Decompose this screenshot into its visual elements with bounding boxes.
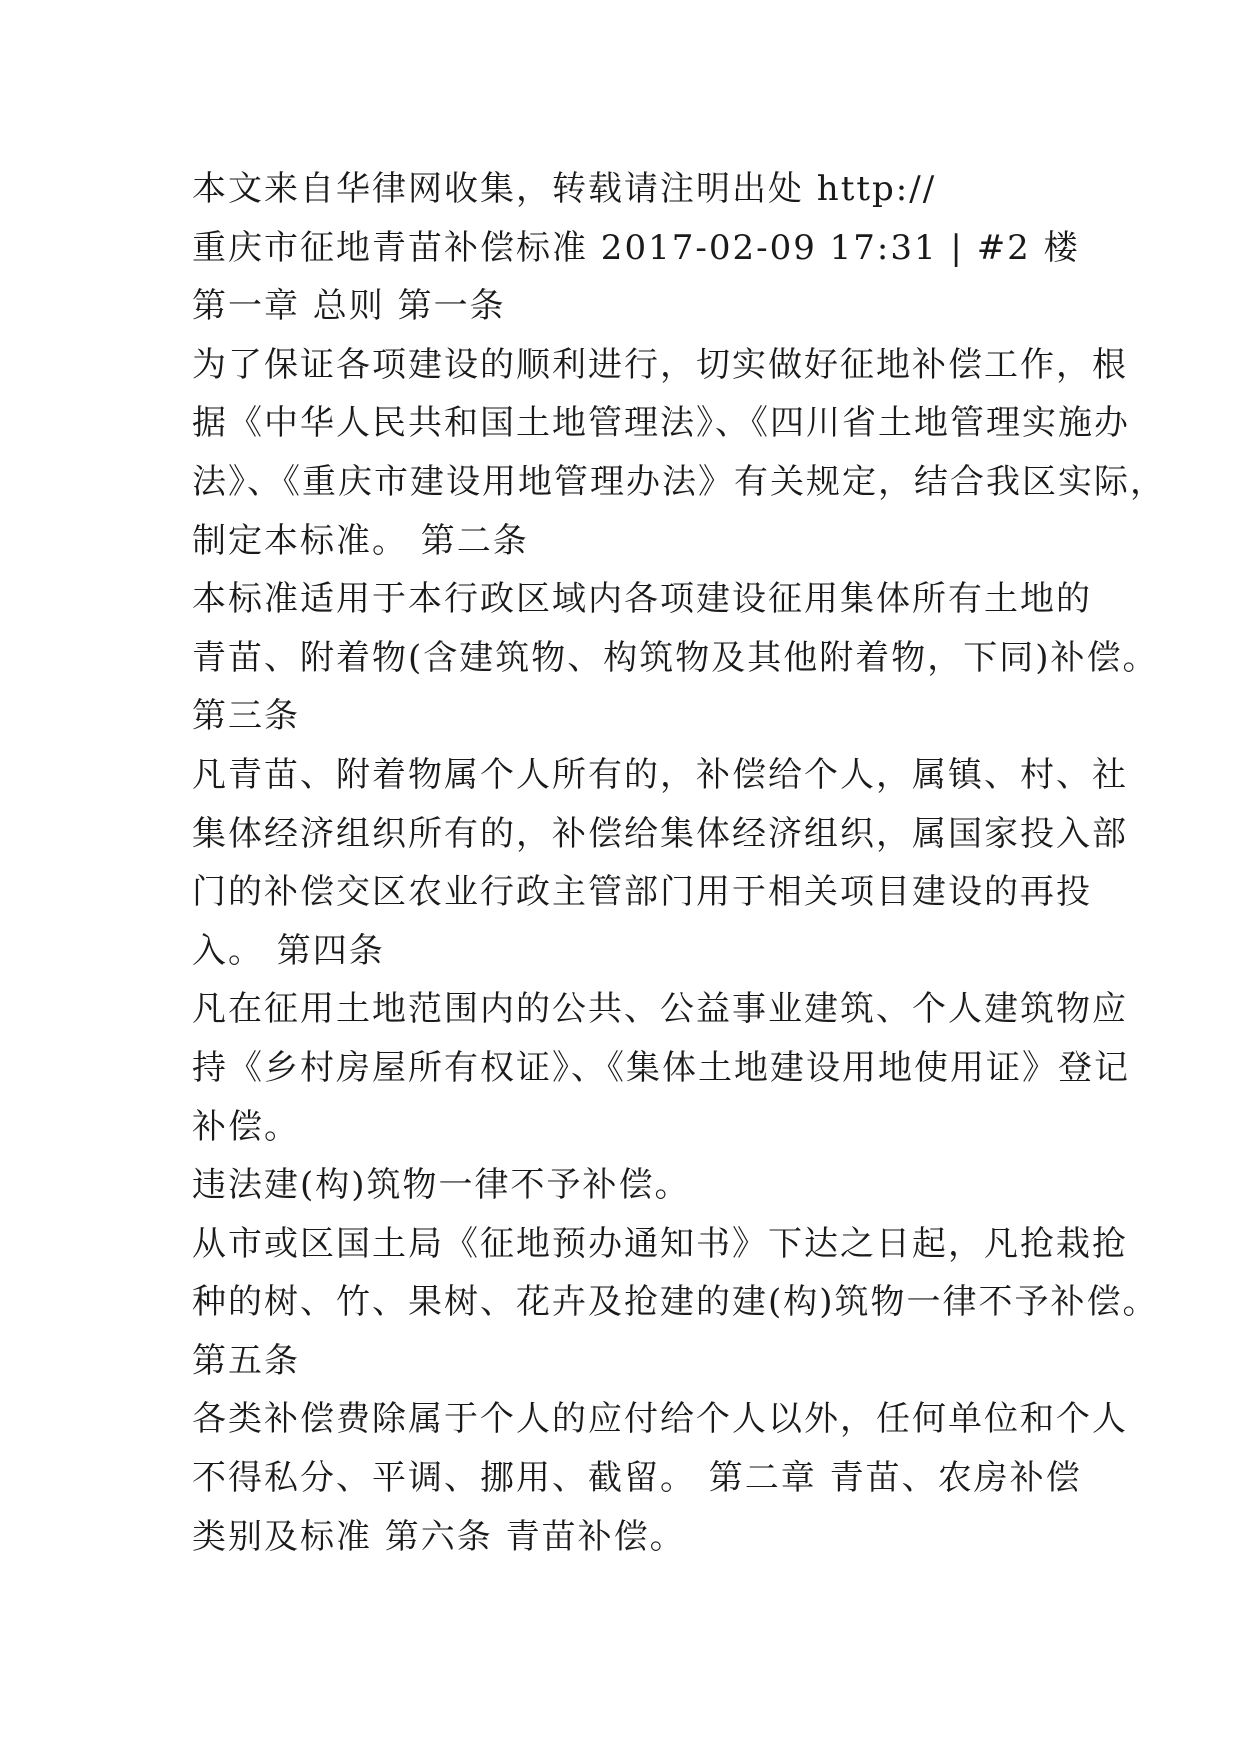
text-line: 为了保证各项建设的顺利进行，切实做好征地补偿工作，根 [192,344,1128,385]
text-line: 不得私分、平调、挪用、截留。 第二章 青苗、农房补偿 [192,1458,1082,1499]
text-line: 各类补偿费除属于个人的应付给个人以外，任何单位和个人 [192,1399,1128,1440]
text-line: 青苗、附着物(含建筑物、构筑物及其他附着物，下同)补偿。 [192,637,1159,678]
text-line: 制定本标准。 第二条 [192,520,529,561]
document-title: 重庆市征地青苗补偿标准 2017-02-09 17:31 | #2 楼 [192,227,1080,268]
text-line: 种的树、竹、果树、花卉及抢建的建(构)筑物一律不予补偿。 [192,1282,1159,1323]
text-line: 入。 第四条 [192,930,385,971]
text-line: 据《中华人民共和国土地管理法》、《四川省土地管理实施办 [192,403,1130,444]
text-line: 凡在征用土地范围内的公共、公益事业建筑、个人建筑物应 [192,989,1128,1030]
text-line: 第三条 [192,696,300,737]
source-note: 本文来自华律网收集，转载请注明出处 http:// [192,169,937,209]
text-line: 第五条 [192,1340,300,1381]
text-line: 法》、《重庆市建设用地管理办法》有关规定，结合我区实际， [192,461,1166,502]
text-line: 持《乡村房屋所有权证》、《集体土地建设用地使用证》登记 [192,1047,1130,1088]
text-line: 凡青苗、附着物属个人所有的，补偿给个人，属镇、村、社 [192,754,1128,795]
text-line: 类别及标准 第六条 青苗补偿。 [192,1516,686,1557]
text-line: 从市或区国土局《征地预办通知书》下达之日起，凡抢栽抢 [192,1223,1128,1264]
text-line: 本标准适用于本行政区域内各项建设征用集体所有土地的 [192,579,1092,620]
text-line: 第一章 总则 第一条 [192,286,506,327]
document-body [192,160,1166,1566]
text-line: 门的补偿交区农业行政主管部门用于相关项目建设的再投 [192,872,1092,913]
text-line: 违法建(构)筑物一律不予补偿。 [192,1165,691,1206]
text-line: 集体经济组织所有的，补偿给集体经济组织，属国家投入部 [192,813,1128,854]
text-line: 补偿。 [192,1106,300,1147]
